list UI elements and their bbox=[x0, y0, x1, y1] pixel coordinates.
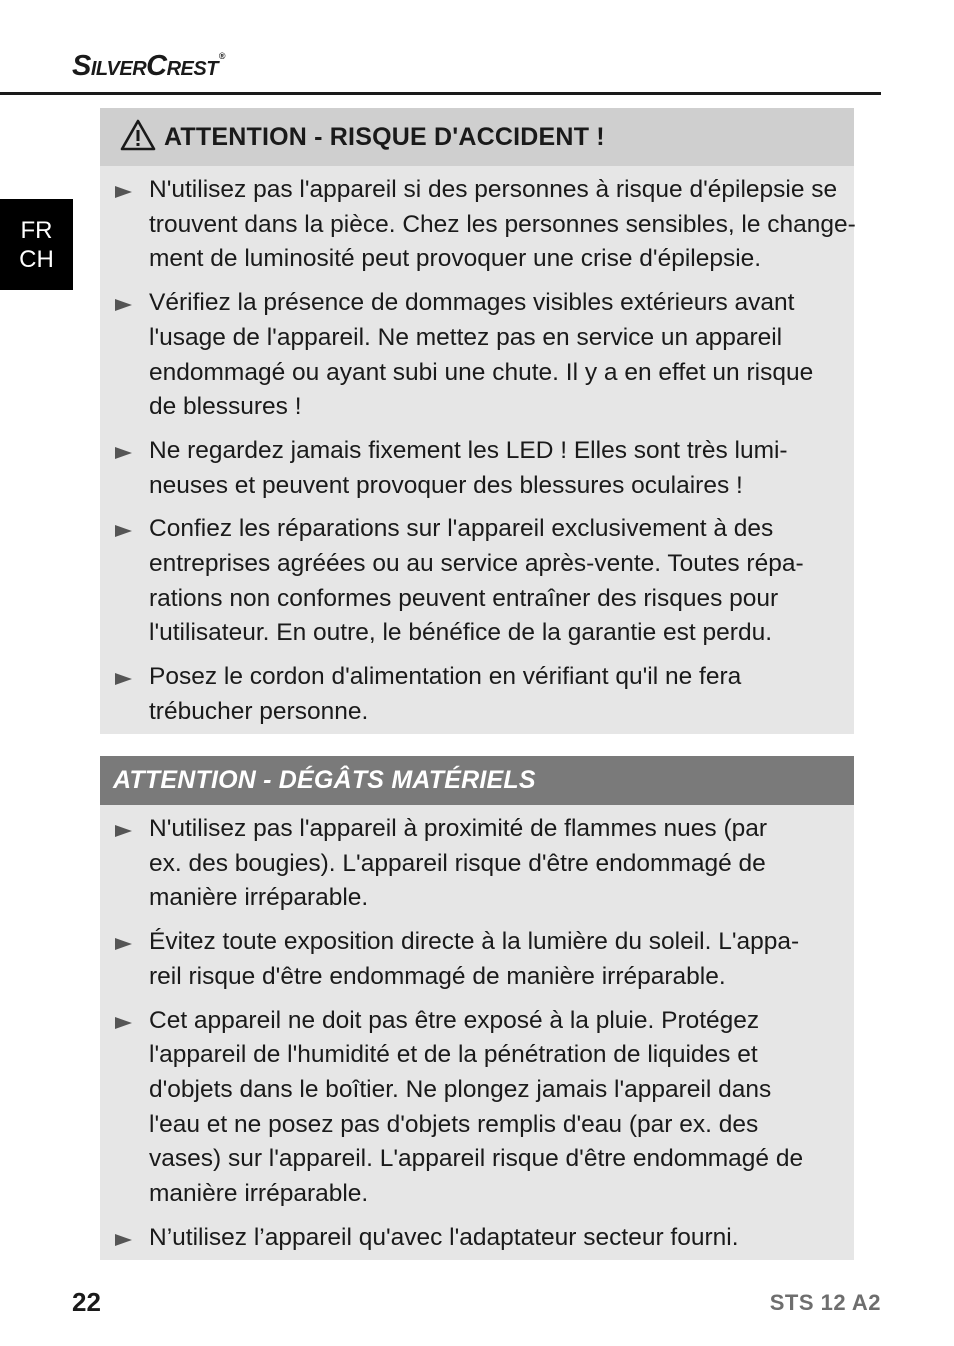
item-text-line: rations non conformes peuvent entraîner des risques pour bbox=[149, 584, 779, 612]
bullet-arrow-icon bbox=[115, 825, 132, 837]
bullet-arrow-icon bbox=[115, 1017, 132, 1029]
item-text-line: l'eau et ne posez pas d'objets remplis d'eau (par ex. des bbox=[149, 1110, 759, 1138]
item-text-line: trébucher personne. bbox=[149, 697, 369, 725]
page-header bbox=[0, 0, 881, 95]
item-text-line: manière irréparable. bbox=[149, 884, 369, 912]
section-title: ATTENTION - DÉGÂTS MATÉRIELS bbox=[113, 766, 536, 794]
item-text-line: N’utilisez l’appareil qu'avec l'adaptateur secteur fourni. bbox=[149, 1223, 739, 1251]
list-item bbox=[100, 286, 854, 425]
item-text-line: l'usage de l'appareil. Ne mettez pas en service un appareil bbox=[149, 323, 783, 351]
page-number: 22 bbox=[72, 1287, 101, 1317]
bullet-arrow-icon bbox=[115, 938, 132, 950]
model-number: STS 12 A2 bbox=[769, 1290, 881, 1315]
bullet-arrow-icon bbox=[115, 1234, 132, 1246]
item-text-line: Posez le cordon d'alimentation en vérifiant qu'il ne fera bbox=[149, 663, 742, 691]
item-text-line: Ne regardez jamais fixement les LED ! Elles sont très lumi- bbox=[149, 436, 788, 464]
material-damage-list bbox=[100, 805, 854, 1255]
bullet-arrow-icon bbox=[115, 186, 132, 198]
list-item bbox=[100, 434, 854, 503]
list-item bbox=[100, 660, 854, 729]
item-text-line: d'objets dans le boîtier. Ne plongez jamais l'appareil dans bbox=[149, 1075, 772, 1103]
bullet-arrow-icon bbox=[115, 299, 132, 311]
item-text-line: entreprises agréées ou au service après-vente. Toutes répa- bbox=[149, 550, 804, 578]
brand-logo bbox=[72, 52, 225, 81]
list-item bbox=[100, 812, 854, 916]
item-text-line: l'utilisateur. En outre, le bénéfice de la garantie est perdu. bbox=[149, 619, 773, 647]
item-text-line: l'appareil de l'humidité et de la pénétration de liquides et bbox=[149, 1041, 758, 1069]
language-code-ch: CH bbox=[19, 245, 54, 273]
bullet-arrow-icon bbox=[115, 525, 132, 537]
item-text-line: trouvent dans la pièce. Chez les personnes sensibles, le change- bbox=[149, 210, 856, 238]
item-text-line: Vérifiez la présence de dommages visibles extérieurs avant bbox=[149, 289, 795, 317]
item-text-line: reil risque d'être endommagé de manière irréparable. bbox=[149, 962, 726, 990]
list-item bbox=[100, 1221, 854, 1256]
list-item bbox=[100, 925, 854, 994]
accident-risk-title-bar bbox=[100, 108, 854, 166]
material-damage-title-bar bbox=[100, 756, 854, 805]
list-item bbox=[100, 173, 854, 277]
registered-mark: ® bbox=[218, 51, 226, 61]
accident-risk-list bbox=[100, 166, 854, 730]
item-text-line: endommagé ou ayant subi une chute. Il y a en effet un risque bbox=[149, 358, 814, 386]
section-title: ATTENTION - RISQUE D'ACCIDENT ! bbox=[164, 122, 605, 151]
item-text-line: ex. des bougies). L'appareil risque d'être endommagé de bbox=[149, 849, 766, 877]
item-text-line: ment de luminosité peut provoquer une crise d'épilepsie. bbox=[149, 245, 762, 273]
accident-risk-warning-box bbox=[100, 108, 854, 734]
item-text-line: neuses et peuvent provoquer des blessures oculaires ! bbox=[149, 471, 743, 499]
item-text-line: vases) sur l'appareil. L'appareil risque d'être endommagé de bbox=[149, 1145, 804, 1173]
language-tab bbox=[0, 199, 73, 290]
item-text-line: Évitez toute exposition directe à la lumière du soleil. L'appa- bbox=[149, 928, 800, 956]
language-code-fr: FR bbox=[20, 216, 53, 244]
list-item bbox=[100, 1004, 854, 1212]
bullet-arrow-icon bbox=[115, 673, 132, 685]
brand-name: SilverCrest bbox=[72, 50, 218, 82]
warning-triangle-icon bbox=[120, 119, 156, 151]
bullet-arrow-icon bbox=[115, 447, 132, 459]
item-text-line: manière irréparable. bbox=[149, 1180, 369, 1208]
list-item bbox=[100, 512, 854, 651]
item-text-line: N'utilisez pas l'appareil si des personnes à risque d'épilepsie se bbox=[149, 176, 838, 203]
item-text-line: Confiez les réparations sur l'appareil exclusivement à des bbox=[149, 515, 774, 543]
item-text-line: Cet appareil ne doit pas être exposé à la pluie. Protégez bbox=[149, 1006, 760, 1034]
item-text-line: de blessures ! bbox=[149, 393, 302, 421]
item-text-line: N'utilisez pas l'appareil à proximité de flammes nues (par bbox=[149, 815, 768, 842]
material-damage-warning-box bbox=[100, 756, 854, 1260]
